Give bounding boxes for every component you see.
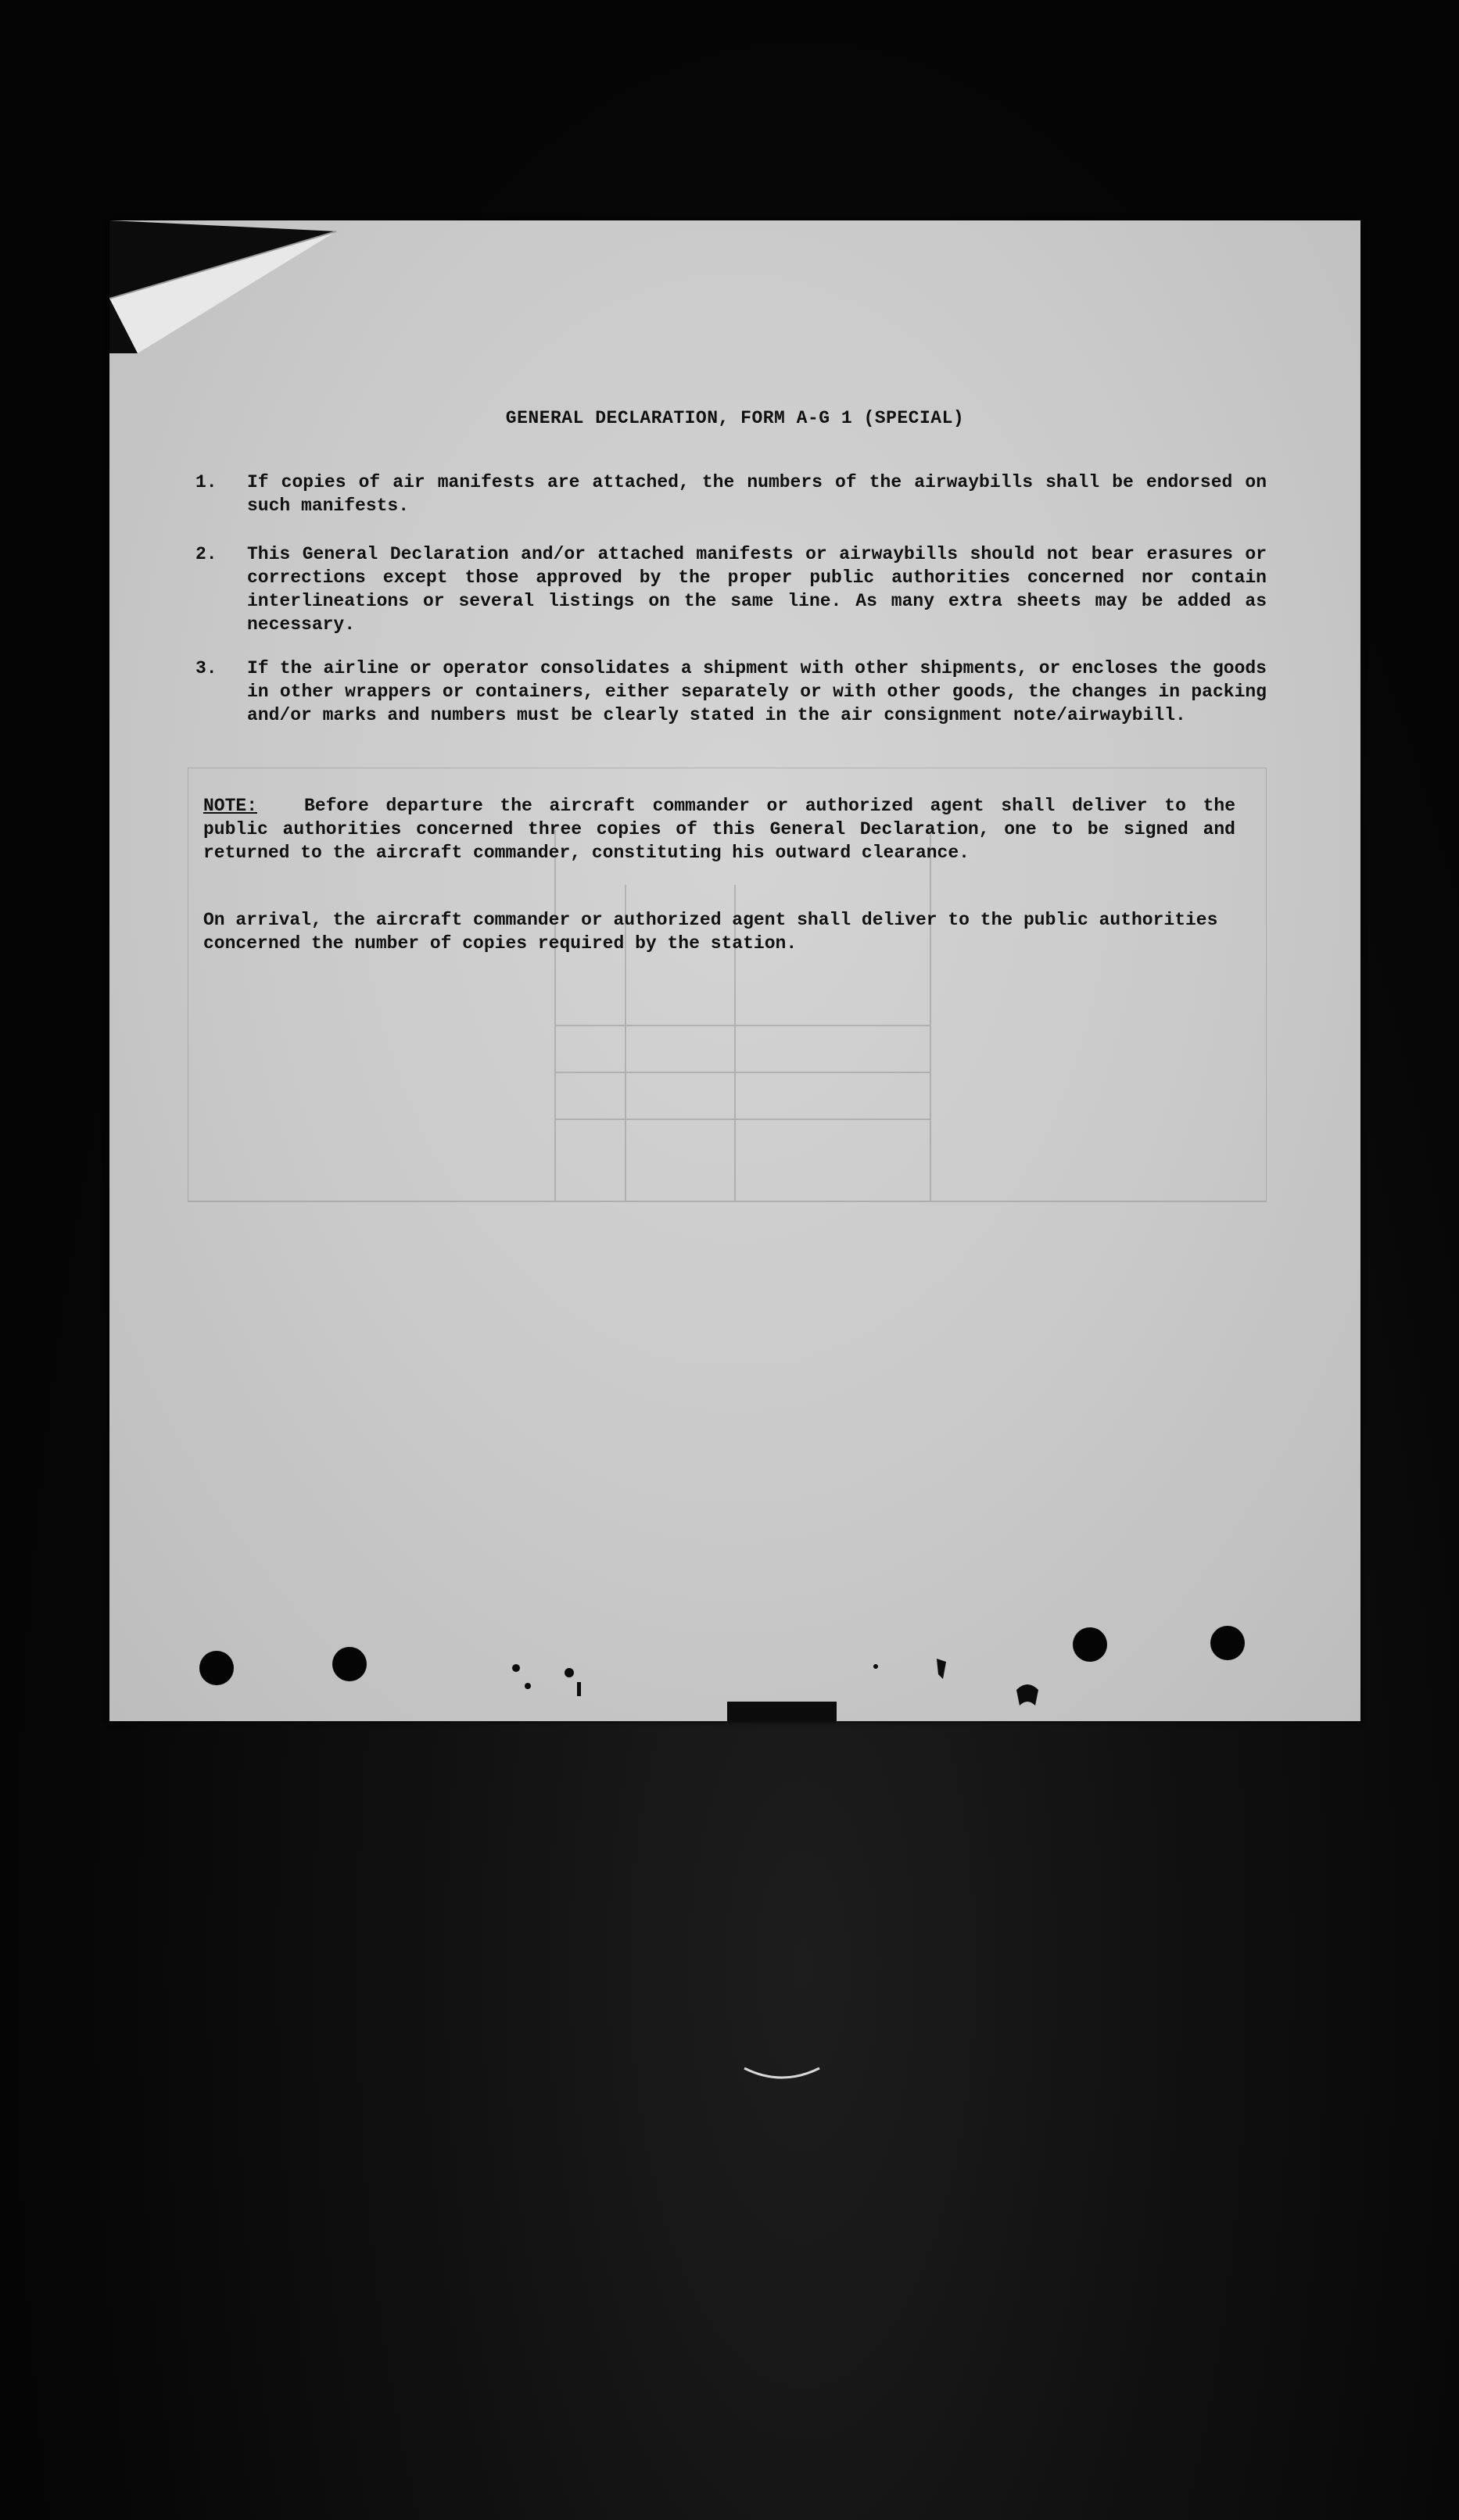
- arrival-paragraph: On arrival, the aircraft commander or authorized agent shall deliver to the public authorities concerned the number of copies required by the station.: [203, 910, 1218, 954]
- document-page: [109, 220, 1360, 1721]
- note-paragraph: [203, 794, 1235, 864]
- paper-damage-specks: [109, 1627, 1360, 1721]
- note-text: Before departure the aircraft commander or authorized agent shall deliver to the public authorities concerned three copies of this General Declaration, one to be signed and returned to the aircraft commander, constituting his outward clearance.: [203, 796, 1235, 863]
- item-text: If the airline or operator consolidates a shipment with other shipments, or encloses the goods in other wrappers or containers, either separately or with other goods, the changes in packing and/or marks and numbers must be clearly stated in the air consignment note/airwaybill.: [247, 658, 1267, 725]
- item-number: 3.: [195, 658, 217, 678]
- item-number: 2.: [195, 544, 217, 564]
- film-artifact: [743, 2064, 821, 2087]
- note-label: NOTE:: [203, 796, 258, 816]
- instruction-item: [195, 542, 1267, 636]
- instruction-item: [195, 657, 1267, 727]
- instruction-item: [195, 471, 1267, 517]
- item-text: This General Declaration and/or attached manifests or airwaybills should not bear erasures or corrections except those approved by the proper public authorities concerned nor contain interlineations or several listings on the same line. As many extra sheets may be added as necessary.: [247, 544, 1267, 635]
- item-number: 1.: [195, 472, 217, 492]
- item-text: If copies of air manifests are attached, the numbers of the airwaybills shall be endorsed on such manifests.: [247, 472, 1267, 516]
- folded-corner: [109, 220, 352, 353]
- form-title: GENERAL DECLARATION, FORM A-G 1 (SPECIAL): [505, 408, 965, 428]
